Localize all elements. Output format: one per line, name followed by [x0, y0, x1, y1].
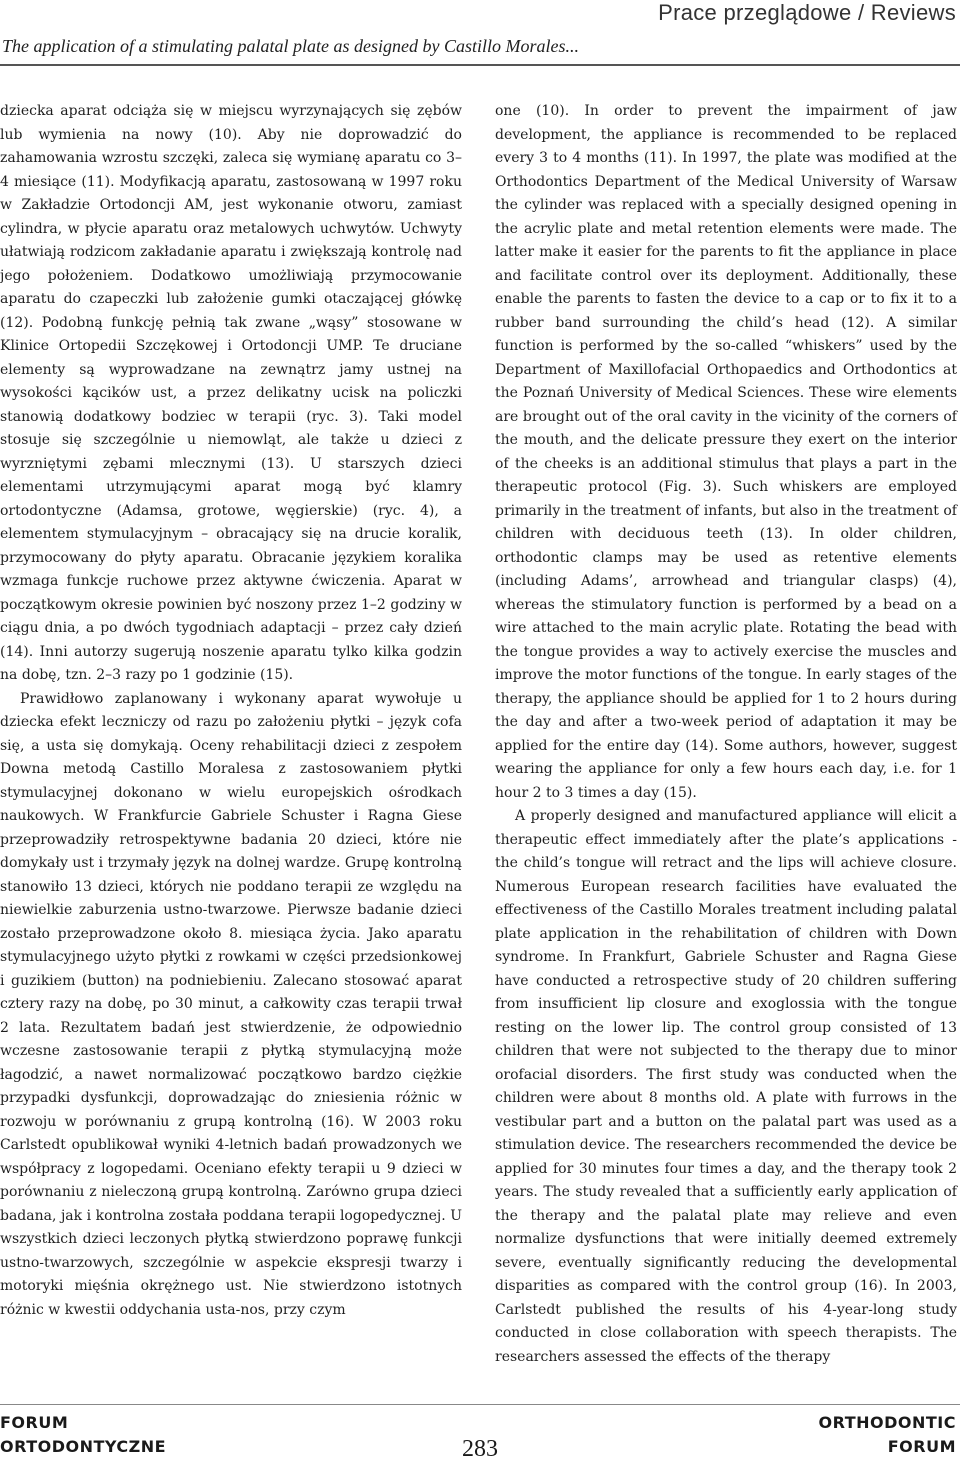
- paragraph: A properly designed and manufactured appliance will elicit a therapeutic effect immediately after the plate’s applications - the child’s tongue will retract and the lips will achieve closure. Numerous European research facilities have evaluated the effectiveness of the Castillo Morales treatment including palatal plate application in the rehabilitation of children with Down syndrome. In Frankfurt, Gabriele Schuster and Ragna Giese have conducted a retrospective study of 20 children suffering from insufficient lip closure and exoglossia with the tongue resting on the lower lip. The control group consisted of 13 children that were not subjected to the therapy due to minor orofacial disorders. The first study was conducted when the children were about 8 months old. A plate with furrows in the vestibular part and a button on the palatal part was used as a stimulation device. The researchers recommended the device be applied for 30 minutes four times a day, and the therapy took 2 years. The study revealed that a sufficiently early application of the therapy and the palatal plate may relieve and even normalize dysfunctions that were initially deemed extremely severe, eventually significantly reducing the developmental disparities as compared with the control group (16). In 2003, Carlstedt published the results of his 4-year-long study conducted in close collaboration with speech therapists. The researchers assessed the effects of the therapy: [495, 808, 957, 1365]
- section-label: Prace przeglądowe / Reviews: [658, 0, 956, 25]
- paragraph: one (10). In order to prevent the impairment of jaw development, the appliance is recommended to be replaced every 3 to 4 months (11). In 1997, the plate was modified at the Orthodontics Department of the Medical University of Warsaw the cylinder was replaced with a specially designed opening in the acrylic plate and metal retention elements were made. The latter make it easier for the parents to fit the appliance in place and facilitate control over its deployment. Additionally, these enable the parents to fasten the device to a cap or to fix it to a rubber band surrounding the child’s head (12). A similar function is performed by the so-called “whiskers” used by the Department of Maxillofacial Orthopaedics and Orthodontics at the Poznań University of Medical Sciences. These wire elements are brought out of the oral cavity in the vicinity of the corners of the mouth, and the delicate pressure they exert on the interior of the cheeks is an additional stimulus that plays a part in the therapeutic protocol (Fig. 3). Such whiskers are employed primarily in the treatment of infants, but also in the treatment of children with deciduous teeth (13). In older children, orthodontic clamps may be used as retentive elements (including Adams’, arrowhead and triangular clasps) (4), whereas the stimulatory function is performed by a bead on a wire attached to the main acrylic plate. Rotating the bead with the tongue provides a way to actively exercise the muscles and improve the motor functions of the tongue. In early stages of the therapy, the appliance should be applied for 1 to 2 hours during the day and after a two-week period of adaptation it may be applied for the entire day (14). Some authors, however, suggest wearing the appliance for only a few hours each day, i.e. for 1 hour 2 to 3 times a day (15).: [495, 103, 957, 801]
- header-divider: [0, 64, 960, 66]
- journal-name-line: FORUM: [0, 1413, 69, 1432]
- journal-name-line: ORTODONTYCZNE: [0, 1437, 167, 1456]
- journal-name-line: ORTHODONTIC: [818, 1413, 956, 1432]
- polish-text-column: [0, 100, 462, 1322]
- english-text-column: [495, 100, 957, 1369]
- running-title: The application of a stimulating palatal plate as designed by Castillo Morales...: [2, 36, 579, 56]
- journal-name-english: [819, 1411, 957, 1459]
- footer-divider: [0, 1404, 960, 1405]
- paragraph: dziecka aparat odciąża się w miejscu wyrzynających się zębów lub wymienia na nowy (10). Aby nie doprowadzić do zahamowania wzrostu szczęki, zaleca się wymianę aparatu co 3–4 miesiące (11). Modyfikacją aparatu, zastosowaną w 1997 roku w Zakładzie Ortodoncji AM, jest wykonanie otworu, zamiast cylindra, w płycie aparatu oraz metalowych uchwytów. Uchwyty ułatwiają rodzicom zakładanie aparatu i zwiększają kontrolę nad jego położeniem. Dodatkowo umożliwiają przymocowanie aparatu do czapeczki lub założenie gumki otaczającej główkę (12). Podobną funkcję pełnią tak zwane „wąsy” stosowane w Klinice Ortopedii Szczękowej i Ortodoncji UMP. Te druciane elementy są wyprowadzane na zewnątrz jamy ustnej na wysokości kącików ust, a przez delikatny ucisk na policzki stanowią dodatkowy bodziec w terapii (ryc. 3). Taki model stosuje się szczególnie u niemowląt, ale także u dzieci z wyrzniętymi zębami mlecznymi (13). U starszych dzieci elementami utrzymującymi aparat mogą być klamry ortodontyczne (Adamsa, grotowe, węgierskie) (ryc. 4), a elementem stymulacyjnym – obracający się na drucie koralik, przymocowany do płyty aparatu. Obracanie językiem koralika wzmaga funkcje ruchowe przez aktywne ćwiczenia. Aparat w początkowym okresie powinien być noszony przez 1–2 godziny w ciągu dnia, a po dwóch tygodniach adaptacji – przez cały dzień (14). Inni autorzy sugerują noszenie aparatu tylko kilka godzin na dobę, tzn. 2–3 razy po 1 godzinie (15).: [0, 103, 462, 683]
- page-number: 283: [462, 1436, 498, 1462]
- paragraph: Prawidłowo zaplanowany i wykonany aparat wywołuje u dziecka efekt leczniczy od razu po założeniu płytki – język cofa się, a usta się domykają. Oceny rehabilitacji dzieci z zespołem Downa metodą Castillo Moralesa z zastosowaniem płytki stymulacyjnej dokonano w wielu europejskich ośrodkach naukowych. W Frankfurcie Gabriele Schuster i Ragna Giese przeprowadziły retrospektywne badania 20 dzieci, które nie domykały ust i trzymały język na dolnej wardze. Grupę kontrolną stanowiło 13 dzieci, których nie poddano terapii ze względu na niewielkie zaburzenia ustno-twarzowe. Pierwsze badanie dzieci zostało przeprowadzone około 8. miesiąca życia. Jako aparatu stymulacyjnego użyto płytki z rowkami w części przedsionkowej i guzikiem (button) na podniebieniu. Zalecano stosować aparat cztery razy na dobę, po 30 minut, a całkowity czas terapii trwał 2 lata. Rezultatem badań jest stwierdzenie, że odpowiednio wczesne zastosowanie terapii z płytką stymulacyjną może łagodzić, a nawet normalizować początkowo bardzo ciężkie przypadki dysfunkcji, doprowadzając do zniesienia różnic w rozwoju w porównaniu z grupą kontrolną (16). W 2003 roku Carlstedt opublikował wyniki 4-letnich badań prowadzonych we współpracy z logopedami. Oceniano efekty terapii u 9 dzieci w porównaniu z nieleczoną grupą kontrolną. Zarówno grupa dzieci badana, jak i kontrolna została poddana terapii logopedycznej. U wszystkich dzieci leczonych płytką stwierdzono poprawę funkcji ustno-twarzowych, szczególnie w aspekcie ekspresji twarzy i motoryki mięśnia okrężnego ust. Nie stwierdzono istotnych różnic w kwestii oddychania usta-nos, przy czym: [0, 690, 462, 1318]
- journal-name-line: FORUM: [887, 1437, 956, 1456]
